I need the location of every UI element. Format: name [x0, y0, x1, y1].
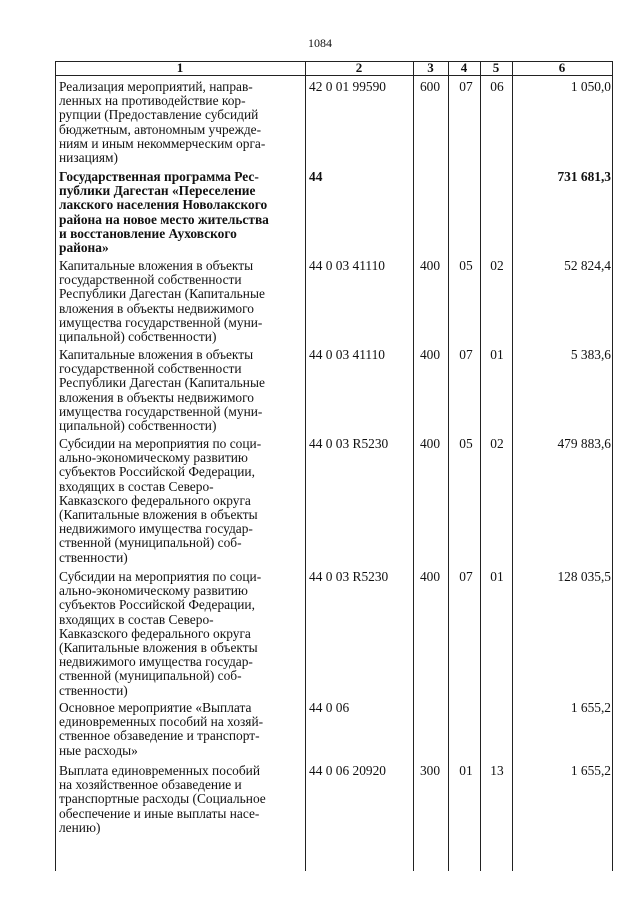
column-border — [55, 61, 56, 871]
row-rz: 01 — [459, 763, 473, 778]
row-sum: 1 050,0 — [570, 79, 611, 94]
row-code: 44 0 06 20920 — [309, 763, 386, 778]
row-vr: 400 — [419, 436, 441, 451]
page-number: 1084 — [308, 36, 332, 50]
column-header: 1 — [176, 60, 184, 75]
column-header: 5 — [492, 60, 500, 75]
row-name: Субсидии на мероприятия по соци- ально-экономическому развитию субъектов Российской Федерации, входящих в состав Северо- Кавказского федерального округа (Капитальные вложения в объекты недвижимого имущества государ- ственной (муниципальной) соб- ственности) — [59, 569, 262, 698]
column-header: 2 — [355, 60, 363, 75]
row-pr: 01 — [490, 569, 504, 584]
row-sum: 731 681,3 — [557, 169, 611, 184]
row-vr: 600 — [419, 79, 441, 94]
column-border — [480, 61, 481, 871]
row-code: 44 0 03 R5230 — [309, 436, 389, 451]
row-sum: 52 824,4 — [564, 258, 611, 273]
column-border — [512, 61, 513, 871]
row-vr: 400 — [419, 258, 441, 273]
row-sum: 479 883,6 — [557, 436, 611, 451]
column-border — [612, 61, 613, 871]
row-sum: 1 655,2 — [570, 700, 611, 715]
row-name: Капитальные вложения в объекты государственной собственности Республики Дагестан (Капитальные вложения в объекты недвижимого имущества государственной (муни- ципальной) собственности) — [59, 347, 265, 434]
row-name: Основное мероприятие «Выплата единовременных пособий на хозяй- ственное обзаведение и транспорт- ные расходы» — [59, 700, 264, 758]
row-vr: 400 — [419, 569, 441, 584]
row-name: Выплата единовременных пособий на хозяйственное обзаведение и транспортные расходы (Социальное обеспечение и иные выплаты насе- лению) — [59, 763, 266, 835]
row-pr: 06 — [490, 79, 504, 94]
row-sum: 1 655,2 — [570, 763, 611, 778]
row-code: 44 0 03 41110 — [309, 258, 386, 273]
row-code: 44 0 03 R5230 — [309, 569, 389, 584]
row-code: 44 — [309, 169, 323, 184]
row-rz: 07 — [459, 347, 473, 362]
column-border — [413, 61, 414, 871]
column-header: 6 — [558, 60, 566, 75]
column-header: 3 — [427, 60, 434, 75]
row-code: 42 0 01 99590 — [309, 79, 386, 94]
row-pr: 02 — [490, 436, 504, 451]
column-border — [448, 61, 449, 871]
row-code: 44 0 06 — [309, 700, 350, 715]
row-name: Субсидии на мероприятия по соци- ально-экономическому развитию субъектов Российской Федерации, входящих в состав Северо- Кавказского федерального округа (Капитальные вложения в объекты недвижимого имущества государ- ственной (муниципальной) соб- ственности) — [59, 436, 262, 565]
row-sum: 5 383,6 — [570, 347, 611, 362]
table-header-border — [55, 75, 613, 76]
row-rz: 05 — [459, 258, 473, 273]
row-vr: 300 — [419, 763, 441, 778]
row-pr: 13 — [490, 763, 504, 778]
row-name: Капитальные вложения в объекты государственной собственности Республики Дагестан (Капитальные вложения в объекты недвижимого имущества государственной (муни- ципальной) собственности) — [59, 258, 265, 345]
row-vr: 400 — [419, 347, 441, 362]
column-header: 4 — [460, 60, 468, 75]
row-name: Реализация мероприятий, направ- ленных на противодействие кор- рупции (Предоставление субсидий бюджетным, автономным учрежде- ниям и иным некоммерческим орга- низациям) — [59, 79, 266, 166]
row-name: Государственная программа Рес- публики Дагестан «Переселение лакского населения Новолакского района на новое место жительства и восстановление Ауховского района» — [59, 169, 269, 256]
row-code: 44 0 03 41110 — [309, 347, 386, 362]
row-rz: 05 — [459, 436, 473, 451]
column-border — [305, 61, 306, 871]
row-sum: 128 035,5 — [557, 569, 611, 584]
row-pr: 01 — [490, 347, 504, 362]
row-rz: 07 — [459, 569, 473, 584]
row-rz: 07 — [459, 79, 473, 94]
row-pr: 02 — [490, 258, 504, 273]
